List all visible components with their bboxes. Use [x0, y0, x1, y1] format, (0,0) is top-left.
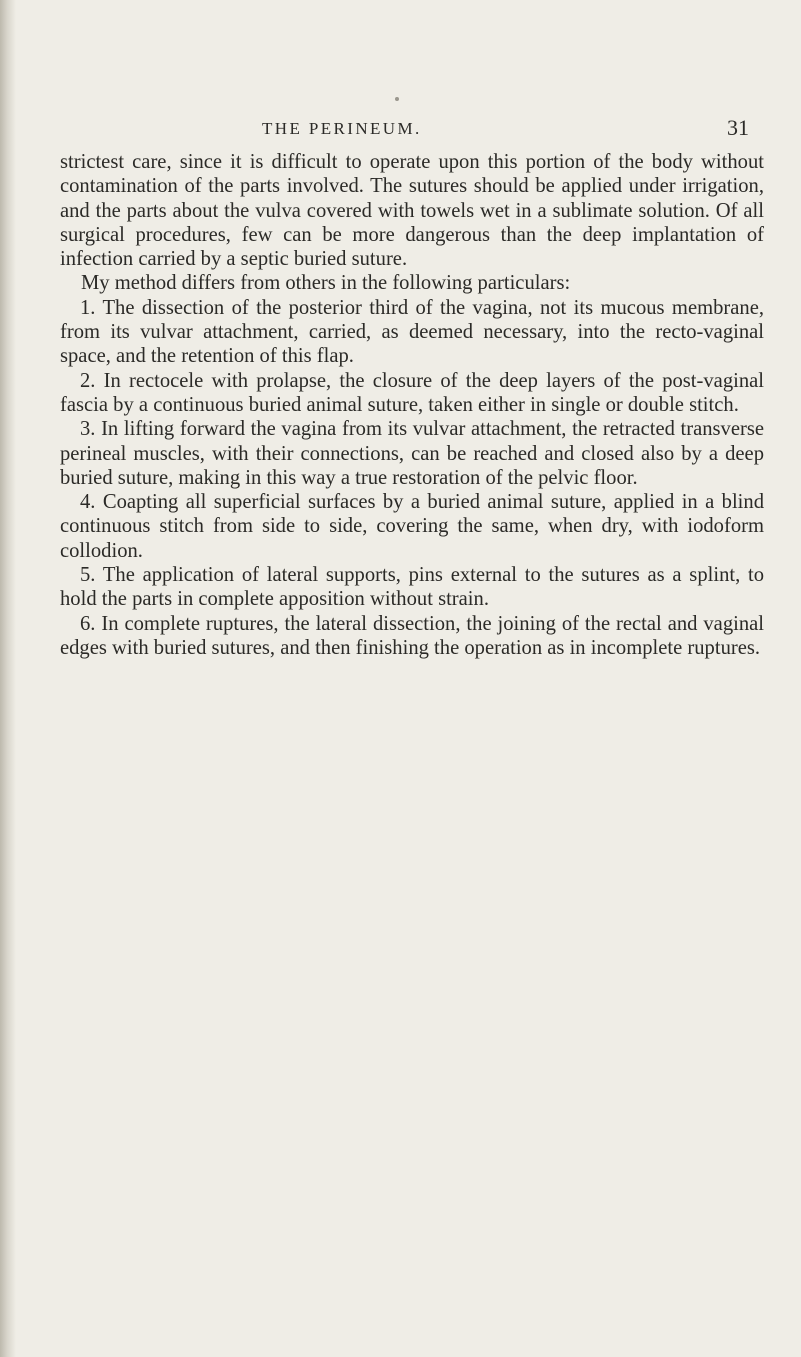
- numbered-item-5: 5. The application of lateral supports, pins external to the sutures as a splint, to hold the parts in complete apposition without strain.: [60, 564, 764, 611]
- page-binding-edge: [0, 0, 16, 1357]
- paragraph-continuation: strictest care, since it is difficult to operate upon this portion of the body without contamination of the parts involved. The sutures should be applied under irrigation, and the parts about the vulva covered with towels wet in a sublimate solution. Of all surgical procedures, few can be more dangerous than the deep implantation of infection carried by a septic buried suture.: [60, 151, 764, 271]
- running-head: THE PERINEUM.: [262, 119, 422, 138]
- page-header: [0, 113, 801, 143]
- page-number: 31: [727, 115, 749, 140]
- paragraph-method-intro: My method differs from others in the following particulars:: [81, 272, 571, 295]
- body-text: [60, 150, 764, 660]
- numbered-item-4: 4. Coapting all superficial surfaces by a buried animal suture, applied in a blind continuous stitch from side to side, covering the same, when dry, with iodoform collodion.: [60, 491, 764, 562]
- print-speck: [395, 97, 399, 101]
- numbered-item-3: 3. In lifting forward the vagina from its vulvar attachment, the retracted transverse perineal muscles, with their connections, can be reached and closed also by a deep buried suture, making in this way a true restoration of the pelvic floor.: [60, 418, 764, 489]
- numbered-item-1: 1. The dissection of the posterior third of the vagina, not its mucous membrane, from its vulvar attachment, carried, as deemed necessary, into the recto-vaginal space, and the retention of this flap.: [60, 296, 764, 368]
- numbered-item-6: 6. In complete ruptures, the lateral dissection, the joining of the rectal and vaginal edges with buried sutures, and then finishing the operation as in incomplete ruptures.: [60, 612, 764, 659]
- numbered-item-2: 2. In rectocele with prolapse, the closure of the deep layers of the post-vaginal fascia by a continuous buried animal suture, taken either in single or double stitch.: [60, 369, 764, 416]
